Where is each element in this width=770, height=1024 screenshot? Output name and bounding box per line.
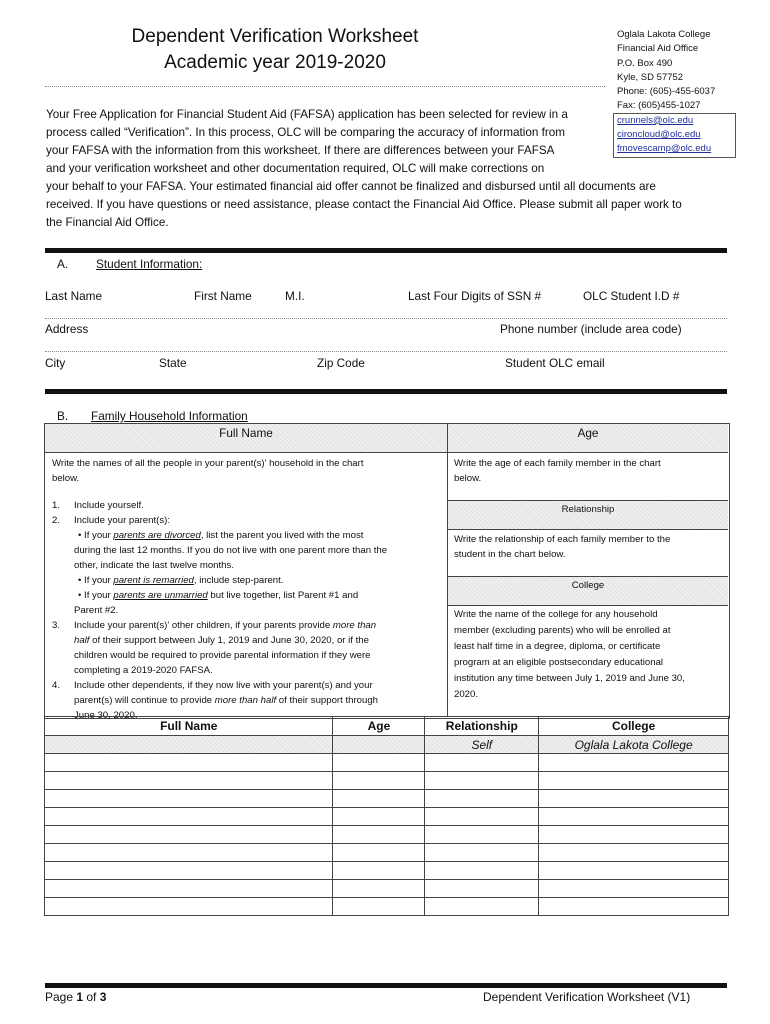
section-b-letter: B. (57, 409, 69, 423)
phone-label: Phone number (include area code) (500, 322, 682, 336)
middle-initial-label: M.I. (285, 289, 305, 303)
intro-line: the Financial Aid Office. (46, 216, 169, 229)
instruction-text: Write the age of each family member in the chart (454, 458, 661, 469)
bullet-text: Parent #2. (74, 605, 119, 616)
section-divider (45, 389, 727, 394)
table-row (45, 826, 729, 844)
table-header-row (45, 717, 729, 736)
relationship-cell[interactable] (425, 790, 539, 808)
emphasis-text: half (74, 635, 90, 646)
age-cell[interactable] (333, 880, 425, 898)
academic-year: Academic year 2019-2020 (164, 52, 386, 73)
address-label: Address (45, 322, 89, 336)
col-header-college: College (539, 717, 729, 736)
name-cell[interactable] (45, 826, 333, 844)
age-instructions (454, 456, 724, 486)
table-row (45, 808, 729, 826)
instruction-text: below. (52, 473, 80, 484)
instruction-text: institution any time between July 1, 2019 and June 30, (454, 673, 685, 684)
instruction-text: member (excluding parents) who will be enrolled at (454, 625, 671, 636)
instruction-item: Include your parent(s)' other children, if your parents provide (74, 620, 333, 631)
intro-line: Your Free Application for Financial Student Aid (FAFSA) application has been selected for review in a (46, 108, 568, 121)
intro-line: process called “Verification”. In this process, OLC will be comparing the accuracy of information from (46, 126, 566, 139)
age-cell[interactable] (333, 790, 425, 808)
intro-line: your behalf to your FAFSA. Your estimated financial aid offer cannot be finalized and disbursed until all documents are (46, 180, 656, 193)
page-indicator (45, 990, 106, 1004)
instruction-text: Write the names of all the people in your parent(s)' household in the chart (52, 458, 364, 469)
relationship-cell[interactable] (425, 844, 539, 862)
age-cell[interactable] (333, 736, 425, 754)
name-cell[interactable] (45, 862, 333, 880)
emphasis-text: more than half (214, 695, 277, 706)
bullet-text: other, indicate the last twelve months. (74, 560, 234, 571)
table-row (45, 898, 729, 916)
zip-label: Zip Code (317, 356, 365, 370)
table-row (45, 772, 729, 790)
document-title (120, 24, 430, 76)
college-cell[interactable] (539, 826, 729, 844)
emphasis-text: more than (332, 620, 377, 631)
bullet-text: , list the parent you lived with the most (200, 530, 364, 541)
instruction-item: Include other dependents, if they now live with your parent(s) and your (74, 680, 373, 691)
relationship-cell[interactable]: Self (425, 736, 539, 754)
relationship-cell[interactable] (425, 826, 539, 844)
table-row (45, 736, 729, 754)
relationship-cell[interactable] (425, 898, 539, 916)
age-cell[interactable] (333, 844, 425, 862)
table-row (45, 862, 729, 880)
age-cell[interactable] (333, 898, 425, 916)
section-a-heading: Student Information: (96, 257, 203, 271)
item-number: 1. (52, 500, 61, 511)
address-line[interactable] (45, 351, 727, 352)
table-row (45, 790, 729, 808)
intro-line: and your verification worksheet and other documentation required, OLC will make corrections on (46, 162, 545, 175)
college-cell[interactable] (539, 754, 729, 772)
instruction-item: Include your parent(s): (74, 515, 170, 526)
page-label: Page (45, 990, 77, 1004)
college-cell[interactable] (539, 898, 729, 916)
column-divider (447, 424, 448, 717)
section-a-letter: A. (57, 257, 69, 271)
email-label: Student OLC email (505, 356, 605, 370)
header-divider (45, 86, 605, 87)
relationship-instructions (454, 532, 724, 562)
college-name: Oglala Lakota College (617, 29, 711, 40)
college-cell[interactable] (539, 844, 729, 862)
college-cell[interactable] (539, 808, 729, 826)
instruction-text: below. (454, 473, 482, 484)
intro-line: received. If you have questions or need assistance, please contact the Financial Aid Office. Please submit all paper work to (46, 198, 682, 211)
instruction-item: children would be required to provide parental information if they were (74, 650, 371, 661)
instruction-text: student in the chart below. (454, 549, 566, 560)
col-header-full-name: Full Name (45, 717, 333, 736)
bullet-text: , include step-parent. (193, 575, 284, 586)
table-row (45, 754, 729, 772)
phone-number: Phone: (605)-455-6037 (617, 86, 716, 98)
page-number: 1 (76, 990, 84, 1004)
bullet-text: but live together, list Parent #1 and (207, 590, 359, 601)
relationship-header: Relationship (561, 504, 615, 515)
intro-paragraph (46, 106, 718, 232)
footer-divider (45, 983, 727, 988)
emphasis-text: parents are divorced (113, 530, 201, 541)
name-cell[interactable] (45, 772, 333, 790)
state-label: State (159, 356, 187, 370)
student-id-label: OLC Student I.D # (583, 289, 680, 303)
instruction-text: Write the relationship of each family member to the (454, 534, 671, 545)
first-name-label: First Name (194, 289, 252, 303)
emphasis-text: parent is remarried (113, 575, 194, 586)
college-header: College (571, 580, 605, 591)
city-state-zip: Kyle, SD 57752 (617, 71, 684, 83)
item-number: 3. (52, 620, 61, 631)
section-b-heading: Family Household Information (91, 409, 248, 423)
college-cell[interactable] (539, 880, 729, 898)
college-cell[interactable] (539, 790, 729, 808)
full-name-header: Full Name (219, 426, 273, 440)
bullet-text: • If your (78, 590, 114, 601)
footer-document-name: Dependent Verification Worksheet (V1) (483, 990, 691, 1004)
relationship-cell[interactable] (425, 880, 539, 898)
table-row (45, 880, 729, 898)
age-header: Age (577, 426, 599, 440)
instruction-item: completing a 2019-2020 FAFSA. (74, 665, 213, 676)
table-row (45, 844, 729, 862)
instruction-text: program at an eligible postsecondary educational (454, 657, 664, 668)
name-cell[interactable] (45, 754, 333, 772)
item-number: 2. (52, 515, 61, 526)
col-header-relationship: Relationship (425, 717, 539, 736)
age-cell[interactable] (333, 772, 425, 790)
age-cell[interactable] (333, 826, 425, 844)
page-total: 3 (99, 990, 107, 1004)
fax-number: Fax: (605)455-1027 (617, 100, 701, 112)
title-line: Dependent Verification Worksheet (131, 26, 419, 47)
name-line[interactable] (45, 318, 727, 319)
emphasis-text: parents are unmarried (113, 590, 208, 601)
bullet-text: • If your (78, 530, 114, 541)
name-cell[interactable] (45, 790, 333, 808)
section-divider (45, 248, 727, 253)
instruction-item: parent(s) will continue to provide (74, 695, 215, 706)
bullet-text: during the last 12 months. If you do not live with one parent more than the (74, 545, 388, 556)
name-cell[interactable] (45, 844, 333, 862)
email-link-cironcloud[interactable]: cironcloud@olc.edu (617, 129, 701, 141)
name-cell[interactable] (45, 898, 333, 916)
college-cell[interactable]: Oglala Lakota College (539, 736, 729, 754)
age-cell[interactable] (333, 754, 425, 772)
page-of: of (83, 990, 100, 1004)
last-name-label: Last Name (45, 289, 103, 303)
name-cell[interactable] (45, 880, 333, 898)
instruction-text: 2020. (454, 689, 479, 700)
instruction-item: Include yourself. (74, 500, 144, 511)
college-instructions (454, 607, 726, 703)
college-cell[interactable] (539, 772, 729, 790)
email-link-crunnels[interactable]: crunnels@olc.edu (617, 114, 694, 126)
instruction-text: Write the name of the college for any household (454, 609, 658, 620)
instruction-item: of their support through (276, 695, 378, 706)
college-cell[interactable] (539, 862, 729, 880)
relationship-cell[interactable] (425, 808, 539, 826)
instruction-item: of their support between July 1, 2019 and June 30, 2020, or if the (89, 635, 369, 646)
instruction-item: June 30, 2020. (74, 710, 138, 721)
instruction-text: least half time in a degree, diploma, or certificate (454, 641, 661, 652)
bullet-text: • If your (78, 575, 114, 586)
ssn-label: Last Four Digits of SSN # (408, 289, 542, 303)
po-box: P.O. Box 490 (617, 57, 673, 69)
relationship-cell[interactable] (425, 754, 539, 772)
office-name: Financial Aid Office (617, 43, 699, 55)
relationship-cell[interactable] (425, 772, 539, 790)
age-cell[interactable] (333, 808, 425, 826)
age-cell[interactable] (333, 862, 425, 880)
relationship-cell[interactable] (425, 862, 539, 880)
household-table (44, 716, 729, 916)
intro-line: your FAFSA with the information from this worksheet. If there are differences between your FAFSA (46, 144, 555, 157)
names-instructions (52, 456, 444, 723)
name-cell[interactable] (45, 808, 333, 826)
city-label: City (45, 356, 66, 370)
name-cell[interactable] (45, 736, 333, 754)
item-number: 4. (52, 680, 61, 691)
col-header-age: Age (333, 717, 425, 736)
email-link-fmovescamp[interactable]: fmovescamp@olc.edu (617, 143, 712, 155)
